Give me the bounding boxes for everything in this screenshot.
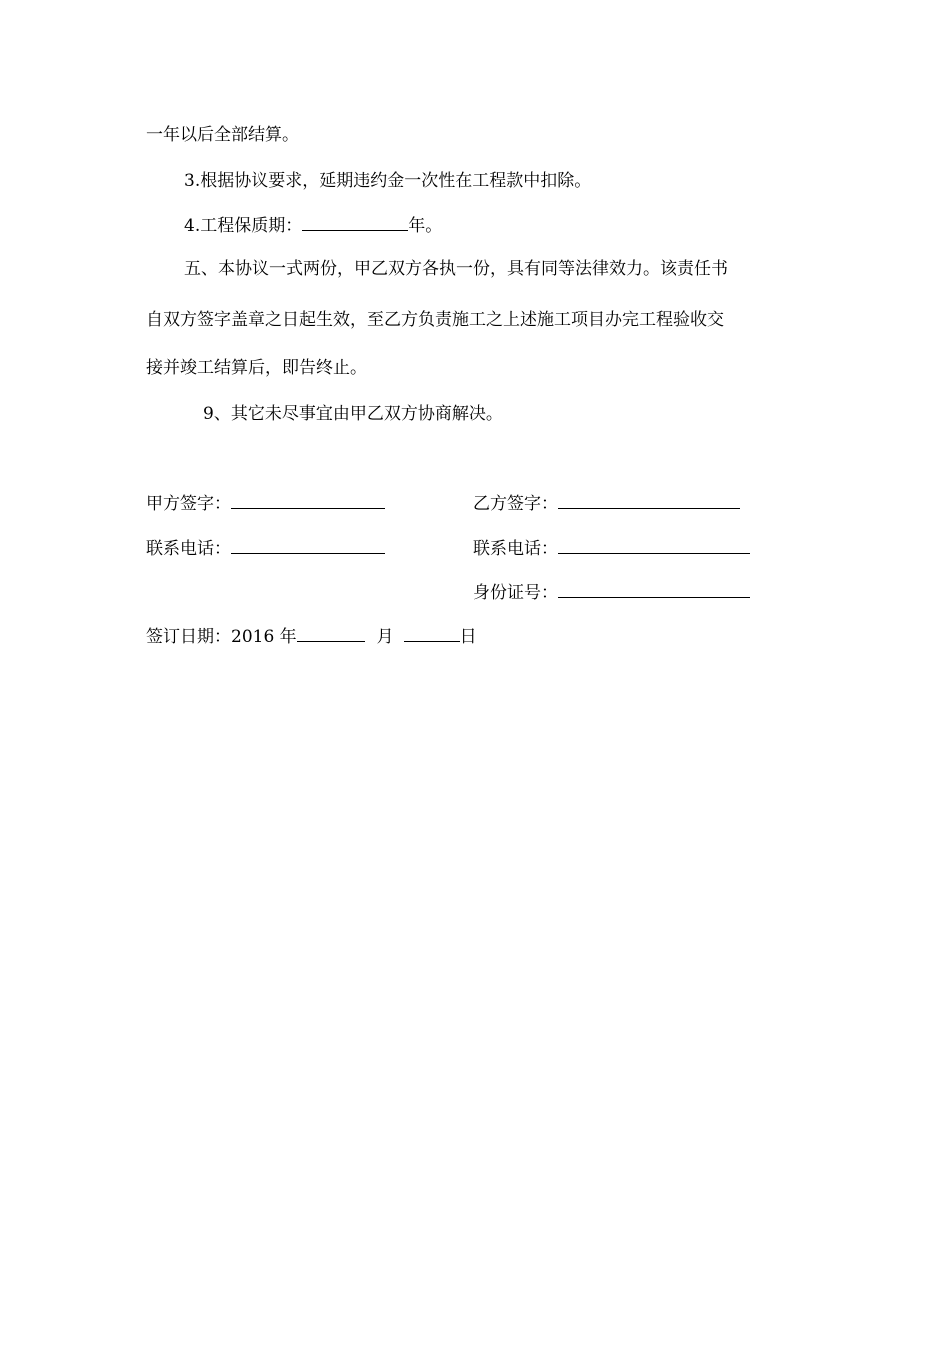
- paragraph-validity-line3: 接并竣工结算后，即告终止。: [146, 358, 367, 378]
- warranty-label: 4.工程保质期：: [184, 216, 303, 236]
- party-a-phone-blank[interactable]: [231, 536, 385, 554]
- party-b-signature-row: [473, 491, 740, 515]
- signing-month-blank[interactable]: [297, 624, 365, 642]
- day-label: 日: [459, 627, 477, 647]
- party-b-phone-label: 联系电话：: [473, 539, 558, 559]
- party-b-phone-blank[interactable]: [558, 536, 750, 554]
- warranty-suffix: 年。: [408, 216, 443, 236]
- party-a-phone-label: 联系电话：: [146, 539, 231, 559]
- paragraph-penalty: 3.根据协议要求，延期违约金一次性在工程款中扣除。: [184, 171, 592, 191]
- paragraph-settlement: 一年以后全部结算。: [146, 125, 299, 145]
- party-a-phone-row: [146, 536, 385, 560]
- party-b-id-blank[interactable]: [558, 580, 750, 598]
- party-b-sign-blank[interactable]: [558, 491, 740, 509]
- party-b-phone-row: [473, 536, 750, 560]
- paragraph-warranty: [184, 213, 442, 237]
- signing-day-blank[interactable]: [404, 624, 460, 642]
- party-a-sign-blank[interactable]: [231, 491, 385, 509]
- party-b-id-label: 身份证号：: [473, 583, 558, 603]
- paragraph-other-matters: 9、其它未尽事宜由甲乙双方协商解决。: [203, 404, 503, 424]
- month-label: 月: [376, 627, 394, 647]
- signing-date-row: [146, 624, 477, 648]
- party-a-signature-row: [146, 491, 385, 515]
- paragraph-validity-line2: 自双方签字盖章之日起生效，至乙方负责施工之上述施工项目办完工程验收交: [146, 310, 724, 330]
- warranty-years-blank[interactable]: [302, 213, 408, 231]
- party-b-sign-label: 乙方签字：: [473, 494, 558, 514]
- paragraph-validity-line1: 五、本协议一式两份，甲乙双方各执一份，具有同等法律效力。该责任书: [184, 259, 728, 279]
- party-a-sign-label: 甲方签字：: [146, 494, 231, 514]
- signing-date-label: 签订日期：2016 年: [146, 627, 297, 647]
- party-b-id-row: [473, 580, 750, 604]
